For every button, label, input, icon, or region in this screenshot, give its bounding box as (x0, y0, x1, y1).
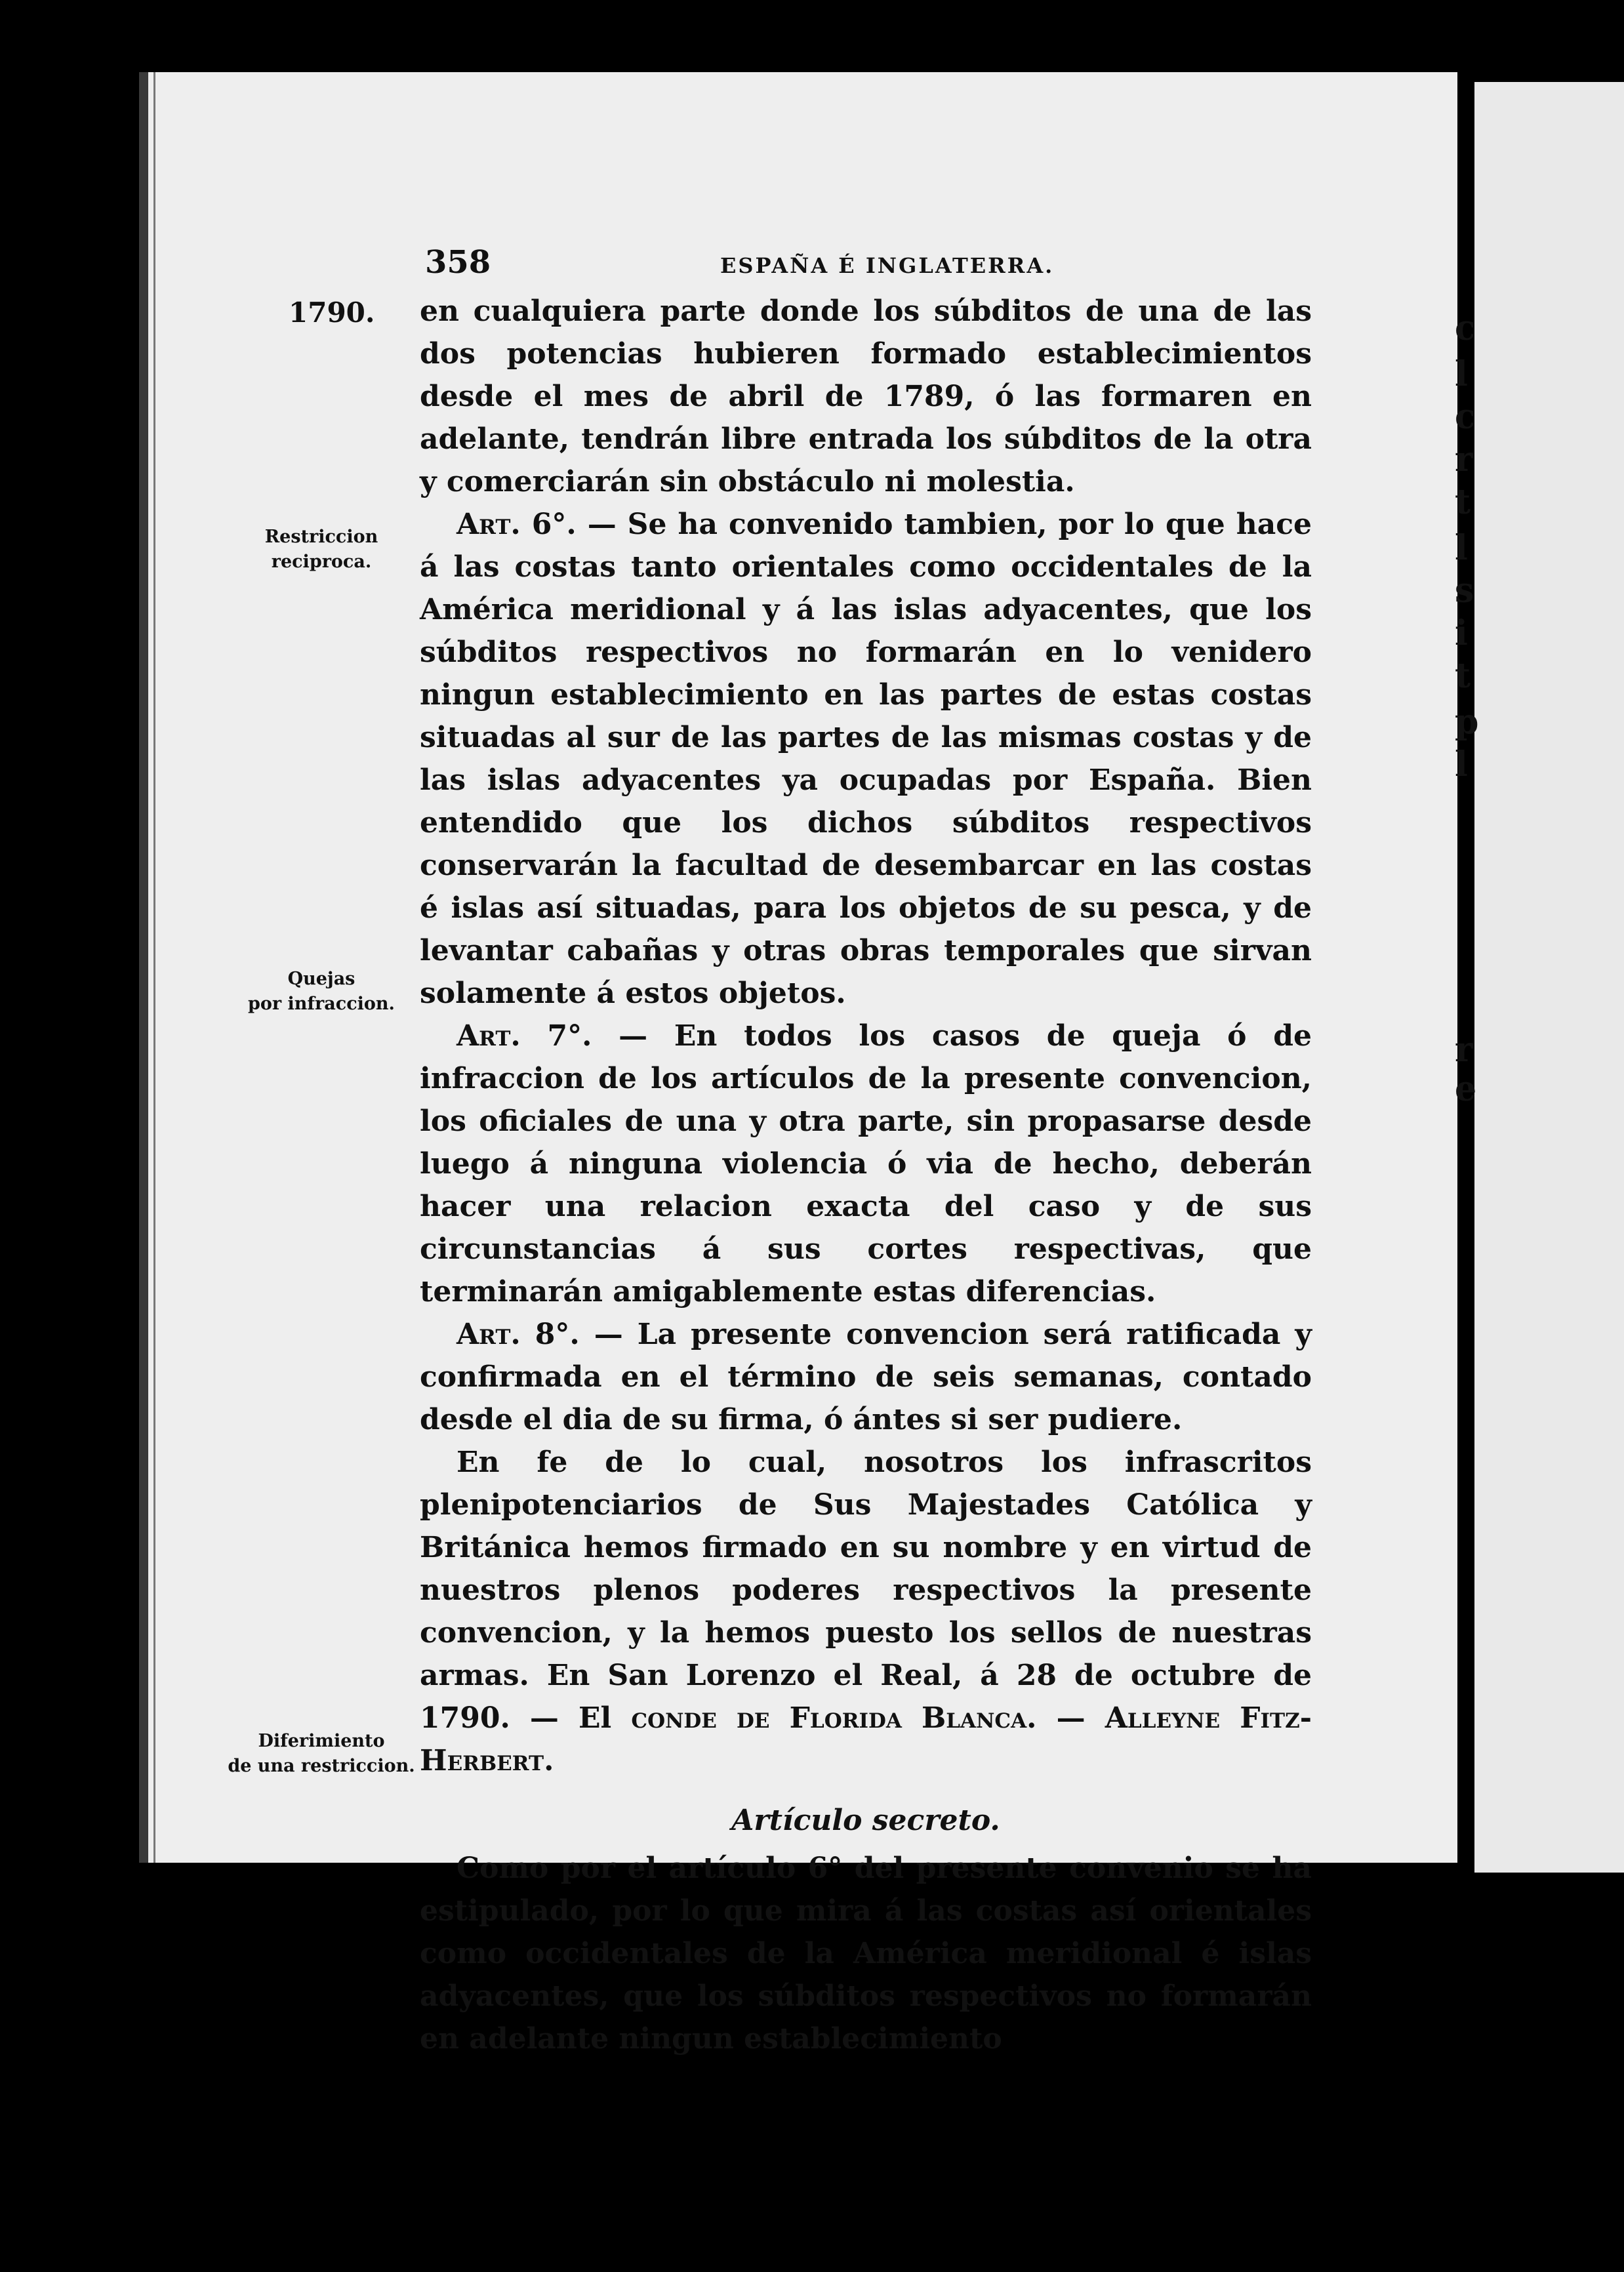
facing-page-letter: e (1455, 1069, 1477, 1109)
signatories: conde de Florida Blanca. — Alleyne Fitz-Herbert. (420, 1701, 1312, 1777)
article-text: — En todos los casos de queja ó de infraccion de los artículos de la presente convencion, los oficiales de una y otra parte, sin propasarse desde luego á ninguna violencia ó via de hecho, deberán hacer una relacion exacta del caso y de sus circunstancias á sus cortes respectivas, que terminarán amigablemente estas diferencias. (420, 1019, 1312, 1308)
facing-page-letter: c (1455, 308, 1476, 348)
facing-page-letter: c (1455, 397, 1476, 437)
article-8 (420, 1313, 1312, 1441)
article-7 (420, 1015, 1312, 1313)
facing-page-letter: l (1455, 354, 1468, 394)
article-label: Art. 8°. (457, 1318, 580, 1351)
facing-page-letter: r (1455, 439, 1473, 479)
article-6 (420, 503, 1312, 1015)
margin-note-quejas: Quejas por infraccion. (248, 969, 395, 1014)
page-number: 358 (425, 244, 491, 281)
facing-page-letter: i (1455, 613, 1468, 653)
facing-page-letter: s (1455, 571, 1474, 611)
margin-note-restriccion: Restriccion reciproca. (264, 527, 378, 572)
closing-paragraph (420, 1441, 1312, 1782)
section-title: Artículo secreto. (731, 1804, 1000, 1837)
facing-page-letter: p (1455, 702, 1479, 742)
article-text: — Se ha convenido tambien, por lo que hace á las costas tanto orientales como occidentales de la América meridional y á las islas adyacentes, que los súbditos respectivos no formarán en lo venidero ningun establecimiento en las partes de estas costas situadas al sur de las partes de las mismas costas y de las islas adyacentes ya ocupadas por España. Bien entendido que los dichos súbditos respectivos conservarán la facultad de desembarcar en las costas é islas así situadas, para los objetos de su pesca, y de levantar cabañas y otras obras temporales que sirvan solamente á estos objetos. (420, 508, 1312, 1010)
article-label: Art. 6°. (457, 508, 577, 541)
facing-page-letter: t (1455, 482, 1471, 522)
article-label: Art. 7°. (457, 1019, 592, 1053)
facing-page-letter: r (1455, 1030, 1473, 1070)
facing-page-letter: l (1455, 744, 1468, 784)
facing-page-letter: t (1455, 656, 1471, 696)
margin-note-diferimiento: Diferimiento de una restriccion. (228, 1731, 415, 1776)
running-head (425, 244, 1310, 283)
margin-year: 1790. (289, 296, 375, 329)
body-text (420, 290, 1312, 2060)
paragraph: en cualquiera parte donde los súbditos de una de las dos potencias hubieren formado establecimientos desde el mes de abril de 1789, ó las formaren en adelante, tendrán libre entrada los súbditos de la otra y comerciarán sin obstáculo ni molestia. (420, 294, 1312, 498)
closing-text: En fe de lo cual, nosotros los infrascritos plenipotenciarios de Sus Majestades Católica y Británica hemos firmado en su nombre y en virtud de nuestros plenos poderes respectivos la presente convencion, y la hemos puesto los sellos de nuestras armas. En San Lorenzo el Real, á 28 de octubre de 1790. — El (420, 1446, 1312, 1735)
running-title: ESPAÑA É INGLATERRA. (720, 253, 1055, 278)
facing-page-letter: l (1455, 528, 1468, 568)
secret-article-text: Como por el artículo 6° del presente convenio se ha estipulado, por lo que mira á las costas así orientales como occidentales de la América meridional é islas adyacentes, que los súbditos respectivos no formarán en adelante ningun establecimiento (420, 1852, 1312, 2056)
article-text: — La presente convencion será ratificada y confirmada en el término de seis semanas, contado desde el dia de su firma, ó ántes si ser pudiere. (420, 1318, 1312, 1436)
facing-page (1474, 82, 1624, 1873)
